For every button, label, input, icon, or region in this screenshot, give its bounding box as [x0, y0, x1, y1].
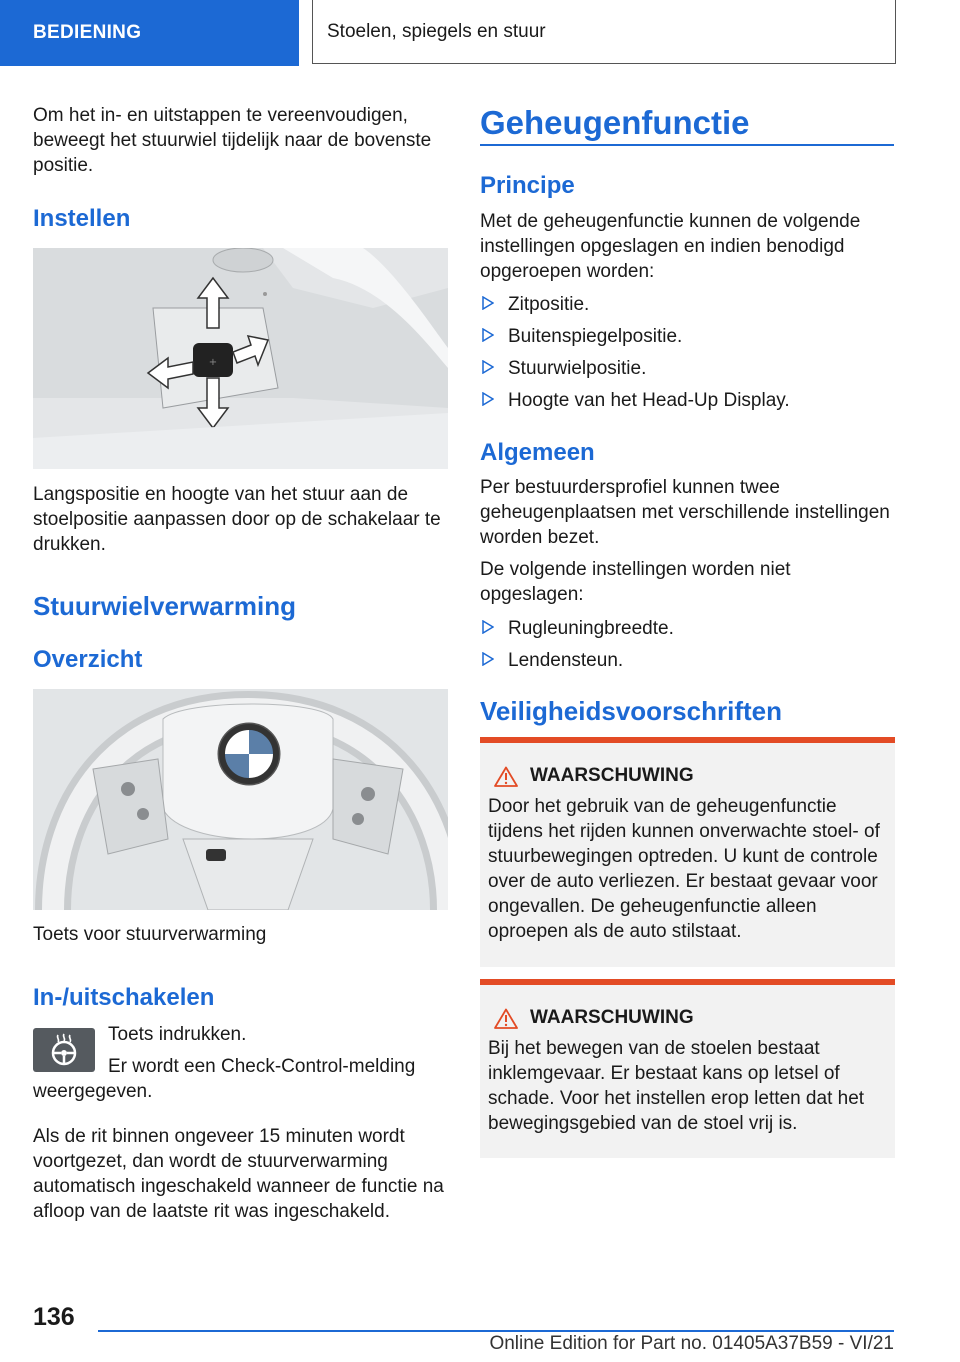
principe-list	[480, 292, 894, 420]
algemeen-list	[480, 616, 894, 680]
bullet-triangle-icon	[482, 296, 494, 310]
bullet-triangle-icon	[482, 620, 494, 634]
chapter-title: Stoelen, spiegels en stuur	[312, 0, 896, 64]
page-number: 136	[33, 1303, 75, 1331]
warning-box-2	[480, 979, 895, 1158]
instellen-caption: Langspositie en hoogte van het stuur aan de stoelpositie aanpassen door op de schakelaar te drukken.	[33, 484, 441, 555]
list-item: Hoogte van het Head-Up Display.	[480, 388, 894, 413]
edition-text: Online Edition for Part no. 01405A37B59 - VI/21	[489, 1333, 894, 1354]
inuit-result: Er wordt een Check-Control-melding weergegeven.	[33, 1056, 416, 1102]
principe-text: Met de geheugenfunctie kunnen de volgende instellingen opgeslagen en indien benodigd opgeroepen worden:	[480, 211, 861, 282]
heading-algemeen: Algemeen	[480, 439, 595, 466]
warning-text: Door het gebruik van de geheugenfunctie tijdens het rijden kunnen onverwachte stoel- of stuurbewegingen optreden. U kunt de controle over de auto verliezen. Er bestaat gevaar voor ongevallen. De geheugenfunctie alleen oproepen als de auto stilstaat.	[488, 796, 880, 942]
inuit-step: Toets indrukken.	[108, 1024, 247, 1045]
list-item: Zitpositie.	[480, 292, 894, 317]
algemeen-text-1: Per bestuurdersprofiel kunnen twee geheugenplaatsen met verschillende instellingen worden bezet.	[480, 477, 890, 548]
warning-box-1	[480, 737, 895, 967]
heading-stuurwielverwarming: Stuurwielverwarming	[33, 591, 296, 621]
footer-rule	[98, 1330, 894, 1332]
algemeen-text-2: De volgende instellingen worden niet opgeslagen:	[480, 559, 791, 605]
bullet-triangle-icon	[482, 360, 494, 374]
section-tab: BEDIENING	[0, 0, 299, 66]
heading-overzicht: Overzicht	[33, 646, 143, 673]
bullet-triangle-icon	[482, 392, 494, 406]
steering-column-adjust-image	[33, 248, 448, 469]
list-item: Stuurwielpositie.	[480, 356, 894, 381]
heading-principe: Principe	[480, 172, 575, 199]
heading-instellen: Instellen	[33, 205, 131, 232]
svg-text:+: +	[208, 357, 218, 368]
bullet-triangle-icon	[482, 328, 494, 342]
steering-wheel-illustration	[33, 689, 448, 910]
heading-underline	[480, 144, 894, 146]
warning-triangle-icon	[494, 766, 518, 787]
heading-inuitschakelen: In-/uitschakelen	[33, 984, 215, 1011]
inuit-note: Als de rit binnen ongeveer 15 minuten wordt voortgezet, dan wordt de stuurverwarming automatisch ingeschakeld wanneer de functie na afloop van de laatste rit was ingeschakeld.	[33, 1126, 444, 1222]
bullet-triangle-icon	[482, 652, 494, 666]
list-item: Lendensteun.	[480, 648, 894, 673]
steering-wheel-image	[33, 689, 448, 910]
heading-veiligheidsvoorschriften: Veiligheidsvoorschriften	[480, 696, 782, 726]
heading-geheugenfunctie: Geheugenfunctie	[480, 104, 750, 141]
warning-title: WAARSCHUWING	[530, 765, 694, 786]
overzicht-caption: Toets voor stuurverwarming	[33, 924, 267, 945]
warning-triangle-icon	[494, 1008, 518, 1029]
list-item: Rugleuningbreedte.	[480, 616, 894, 641]
warning-title: WAARSCHUWING	[530, 1007, 694, 1028]
intro-text: Om het in- en uitstappen te vereenvoudigen, beweegt het stuurwiel tijdelijk naar de bovenste positie.	[33, 105, 432, 176]
steering-column-illustration	[33, 248, 448, 469]
warning-text: Bij het bewegen van de stoelen bestaat inklemgevaar. Er bestaat kans op letsel of schade. Voor het instellen erop letten dat het bewegingsgebied van de stoel vrij is.	[488, 1038, 865, 1134]
list-item: Buitenspiegelpositie.	[480, 324, 894, 349]
